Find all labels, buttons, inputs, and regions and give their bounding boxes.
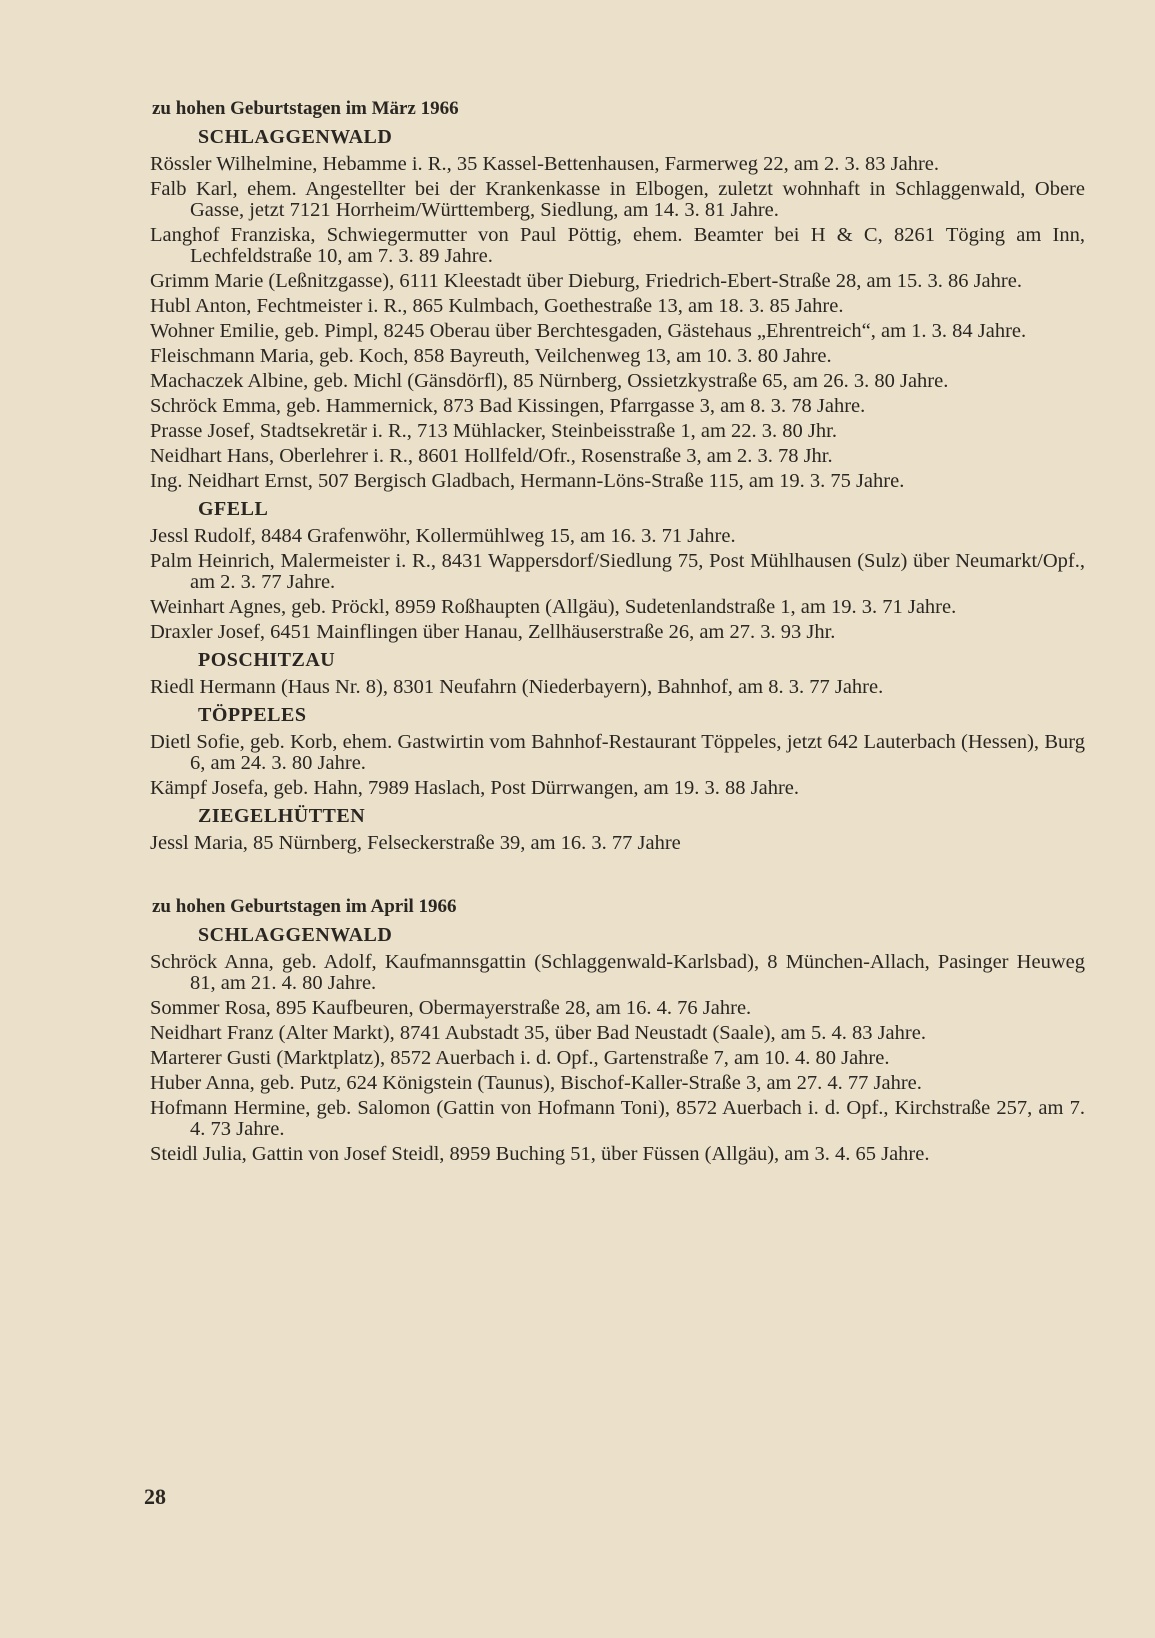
- birthday-entry: Kämpf Josefa, geb. Hahn, 7989 Haslach, Post Dürrwangen, am 19. 3. 88 Jahre.: [150, 777, 800, 799]
- birthday-entry: Ing. Neidhart Ernst, 507 Bergisch Gladbach, Hermann-Löns-Straße 115, am 19. 3. 75 Jahre.: [150, 470, 905, 492]
- document-content: [150, 96, 1085, 1165]
- birthday-entry: Weinhart Agnes, geb. Pröckl, 8959 Roßhaupten (Allgäu), Sudetenlandstraße 1, am 19. 3. 71 Jahre.: [150, 596, 957, 618]
- birthday-entry: Hubl Anton, Fechtmeister i. R., 865 Kulmbach, Goethestraße 13, am 18. 3. 85 Jahre.: [150, 295, 844, 317]
- place-heading: GFELL: [198, 498, 269, 520]
- birthday-entry: Prasse Josef, Stadtsekretär i. R., 713 Mühlacker, Steinbeisstraße 1, am 22. 3. 80 Jhr.: [150, 420, 837, 442]
- birthday-entry: Jessl Maria, 85 Nürnberg, Felseckerstraße 39, am 16. 3. 77 Jahre: [150, 832, 681, 854]
- birthday-entry: Marterer Gusti (Marktplatz), 8572 Auerbach i. d. Opf., Gartenstraße 7, am 10. 4. 80 Jahre.: [150, 1047, 890, 1069]
- birthday-entry: Schröck Emma, geb. Hammernick, 873 Bad Kissingen, Pfarrgasse 3, am 8. 3. 78 Jahre.: [150, 395, 866, 417]
- birthday-entry: Wohner Emilie, geb. Pimpl, 8245 Oberau über Berchtesgaden, Gästehaus „Ehrentreich“, am 1. 3. 84 Jahre.: [150, 320, 1027, 342]
- birthday-entry: Machaczek Albine, geb. Michl (Gänsdörfl), 85 Nürnberg, Ossietzkystraße 65, am 26. 3. 80 Jahre.: [150, 370, 949, 392]
- birthday-entry: Falb Karl, ehem. Angestellter bei der Krankenkasse in Elbogen, zuletzt wohnhaft in Schlaggenwald, Obere Gasse, jetzt 7121 Horrheim/Württemberg, Siedlung, am 14. 3. 81 Jahre.: [150, 178, 1085, 221]
- place-heading: TÖPPELES: [198, 704, 307, 726]
- birthday-section: [150, 894, 1085, 1165]
- place-heading: SCHLAGGENWALD: [198, 126, 393, 148]
- birthday-entry: Dietl Sofie, geb. Korb, ehem. Gastwirtin vom Bahnhof-Restaurant Töppeles, jetzt 642 Lauterbach (Hessen), Burg 6, am 24. 3. 80 Jahre.: [150, 731, 1085, 774]
- birthday-entry: Draxler Josef, 6451 Mainflingen über Hanau, Zellhäuserstraße 26, am 27. 3. 93 Jhr.: [150, 621, 836, 643]
- birthday-entry: Sommer Rosa, 895 Kaufbeuren, Obermayerstraße 28, am 16. 4. 76 Jahre.: [150, 997, 752, 1019]
- birthday-entry: Steidl Julia, Gattin von Josef Steidl, 8959 Buching 51, über Füssen (Allgäu), am 3. 4. 65 Jahre.: [150, 1143, 930, 1165]
- birthday-entry: Jessl Rudolf, 8484 Grafenwöhr, Kollermühlweg 15, am 16. 3. 71 Jahre.: [150, 525, 736, 547]
- birthday-entry: Grimm Marie (Leßnitzgasse), 6111 Kleestadt über Dieburg, Friedrich-Ebert-Straße 28, am 15. 3. 86 Jahre.: [150, 270, 1022, 292]
- birthday-entry: Rössler Wilhelmine, Hebamme i. R., 35 Kassel-Bettenhausen, Farmerweg 22, am 2. 3. 83 Jahre.: [150, 153, 940, 175]
- place-heading: SCHLAGGENWALD: [198, 924, 393, 946]
- birthday-entry: Fleischmann Maria, geb. Koch, 858 Bayreuth, Veilchenweg 13, am 10. 3. 80 Jahre.: [150, 345, 832, 367]
- place-heading: ZIEGELHÜTTEN: [198, 805, 366, 827]
- birthday-entry: Palm Heinrich, Malermeister i. R., 8431 Wappersdorf/Siedlung 75, Post Mühlhausen (Sulz) über Neumarkt/Opf., am 2. 3. 77 Jahre.: [150, 550, 1085, 593]
- birthday-entry: Neidhart Franz (Alter Markt), 8741 Aubstadt 35, über Bad Neustadt (Saale), am 5. 4. 83 Jahre.: [150, 1022, 926, 1044]
- section-title: zu hohen Geburtstagen im März 1966: [152, 98, 459, 119]
- birthday-entry: Riedl Hermann (Haus Nr. 8), 8301 Neufahrn (Niederbayern), Bahnhof, am 8. 3. 77 Jahre.: [150, 676, 884, 698]
- birthday-entry: Huber Anna, geb. Putz, 624 Königstein (Taunus), Bischof-Kaller-Straße 3, am 27. 4. 77 Jahre.: [150, 1072, 922, 1094]
- birthday-entry: Neidhart Hans, Oberlehrer i. R., 8601 Hollfeld/Ofr., Rosenstraße 3, am 2. 3. 78 Jhr.: [150, 445, 833, 467]
- section-title: zu hohen Geburtstagen im April 1966: [152, 896, 457, 917]
- place-heading: POSCHITZAU: [198, 649, 336, 671]
- birthday-entry: Hofmann Hermine, geb. Salomon (Gattin von Hofmann Toni), 8572 Auerbach i. d. Opf., Kirchstraße 257, am 7. 4. 73 Jahre.: [150, 1097, 1085, 1140]
- birthday-section: [150, 96, 1085, 854]
- birthday-entry: Schröck Anna, geb. Adolf, Kaufmannsgattin (Schlaggenwald-Karlsbad), 8 München-Allach, Pasinger Heuweg 81, am 21. 4. 80 Jahre.: [150, 951, 1085, 994]
- birthday-entry: Langhof Franziska, Schwiegermutter von Paul Pöttig, ehem. Beamter bei H & C, 8261 Töging am Inn, Lechfeldstraße 10, am 7. 3. 89 Jahre.: [150, 224, 1085, 267]
- page-number: 28: [144, 1484, 166, 1509]
